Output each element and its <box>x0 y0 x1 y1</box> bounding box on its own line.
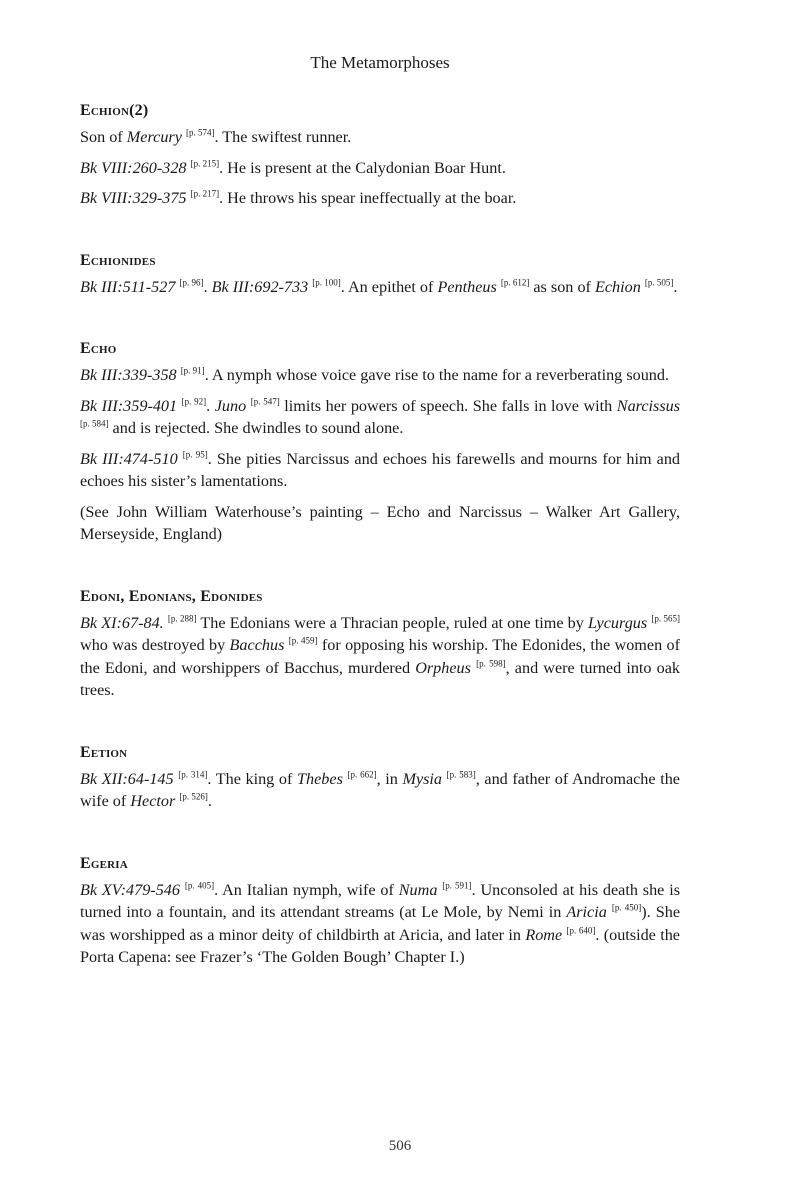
italic-reference: Narcissus <box>616 396 681 415</box>
italic-reference: Mercury <box>126 128 182 146</box>
page-reference-link[interactable]: [p. 91] <box>180 365 205 376</box>
italic-reference: Rome <box>525 925 563 944</box>
dictionary-entry <box>80 102 680 210</box>
italic-reference: Bacchus <box>229 636 285 654</box>
paragraph-text: , and father of Andromache the wife of <box>80 769 680 810</box>
paragraph-text: . She pities Narcissus and echoes his farewells and mourns for him and echoes his sister’s lamentations. <box>80 449 681 490</box>
dictionary-entry <box>80 855 680 969</box>
italic-reference: Orpheus <box>415 658 471 677</box>
page-reference-link[interactable]: [p. 450] <box>611 902 642 913</box>
paragraph-text: . The swiftest runner. <box>214 128 352 146</box>
entry-paragraph <box>80 768 680 813</box>
italic-reference: Hector <box>130 792 176 810</box>
paragraph-text: , and were turned into oak trees. <box>80 658 680 699</box>
entry-headword: Echo <box>80 340 117 357</box>
italic-reference: Pentheus <box>437 277 497 296</box>
paragraph-text: . Unconsoled at his death she is turned into a fountain, and its attendant streams (at Le Mole, by Nemi in <box>80 880 680 921</box>
paragraph-text: . <box>207 792 212 810</box>
paragraph-text: . <box>673 277 678 296</box>
paragraph-text: ). She was worshipped as a minor deity of childbirth at Aricia, and later in <box>80 903 681 944</box>
page-reference-link[interactable]: [p. 640] <box>566 925 596 936</box>
entry-paragraph <box>80 126 680 149</box>
italic-reference: Echion <box>594 277 641 296</box>
paragraph-text: . <box>203 277 212 296</box>
paragraph-text: and is rejected. She dwindles to sound alone. <box>108 419 404 437</box>
page-reference-link[interactable]: [p. 100] <box>312 277 341 288</box>
paragraph-text: The Edonians were a Thracian people, ruled at one time by <box>196 613 589 632</box>
entry-paragraph <box>80 187 680 210</box>
entry-paragraph <box>80 501 680 546</box>
entry-headword: Eetion <box>80 743 128 761</box>
page-reference-link[interactable]: [p. 215] <box>190 158 220 169</box>
italic-reference: Numa <box>398 880 438 899</box>
entry-paragraph <box>80 612 680 702</box>
italic-reference: Bk VIII:260-328 <box>80 158 187 177</box>
italic-reference: Lycurgus <box>588 613 648 632</box>
italic-reference: Bk III:339-358 <box>80 366 177 384</box>
dictionary-entry <box>80 340 680 546</box>
italic-reference: Mysia <box>402 769 443 788</box>
page-reference-link[interactable]: [p. 598] <box>476 658 506 669</box>
page-reference-link[interactable]: [p. 459] <box>288 635 318 646</box>
paragraph-text: , in <box>376 769 403 788</box>
italic-reference: Bk III:359-401 <box>80 396 178 415</box>
page-header-title: The Metamorphoses <box>310 53 450 72</box>
page-reference-link[interactable]: [p. 505] <box>644 277 674 288</box>
entry-headword: Echionides <box>80 251 156 269</box>
entry-paragraph <box>80 879 680 969</box>
page-reference-link[interactable]: [p. 547] <box>250 396 280 407</box>
paragraph-text: limits her powers of speech. She falls in love with <box>279 396 617 415</box>
italic-reference: Juno <box>214 396 247 415</box>
entry-paragraph <box>80 157 680 180</box>
paragraph-text: who was destroyed by <box>80 636 230 654</box>
paragraph-text: (See John William Waterhouse’s painting – Echo and Narcissus – Walker Art Gallery, Merseyside, England) <box>80 502 680 543</box>
paragraph-text: for opposing his worship. The Edonides, the women of the Edoni, and worshippers of Bacchus, murdered <box>80 636 681 677</box>
italic-reference: Aricia <box>566 903 607 921</box>
paragraph-text: . He is present at the Calydonian Boar Hunt. <box>219 158 506 177</box>
page-reference-link[interactable]: [p. 96] <box>179 277 204 288</box>
page-reference-link[interactable]: [p. 405] <box>184 880 215 891</box>
paragraph-text: . <box>206 396 215 415</box>
dictionary-entries <box>80 102 680 977</box>
italic-reference: Bk III:474-510 <box>80 449 178 468</box>
italic-reference: Bk XI:67-84. <box>80 613 164 632</box>
page-reference-link[interactable]: [p. 288] <box>167 613 197 624</box>
italic-reference: Bk III:692-733 <box>211 277 309 296</box>
entry-paragraph <box>80 395 680 440</box>
paragraph-text: Son of <box>80 128 127 146</box>
italic-reference: Bk VIII:329-375 <box>80 189 187 207</box>
page-reference-link[interactable]: [p. 92] <box>181 396 207 407</box>
paragraph-text: as son of <box>529 277 595 296</box>
page-reference-link[interactable]: [p. 584] <box>80 418 109 429</box>
page-reference-link[interactable]: [p. 314] <box>178 769 208 780</box>
entry-headword: Edoni, Edonians, Edonides <box>80 587 263 605</box>
page-reference-link[interactable]: [p. 591] <box>442 880 472 891</box>
page-reference-link[interactable]: [p. 217] <box>190 188 220 199</box>
dictionary-entry <box>80 252 680 299</box>
entry-paragraph <box>80 364 680 387</box>
paragraph-text: . He throws his spear ineffectually at the boar. <box>219 189 517 207</box>
dictionary-entry <box>80 744 680 813</box>
paragraph-text: . An epithet of <box>340 277 438 296</box>
page-reference-link[interactable]: [p. 662] <box>347 769 377 780</box>
page-number: 506 <box>388 1138 412 1154</box>
paragraph-text: . The king of <box>207 769 298 788</box>
entry-headword: Egeria <box>80 854 128 872</box>
page-reference-link[interactable]: [p. 574] <box>185 127 215 138</box>
page-reference-link[interactable]: [p. 95] <box>182 449 208 460</box>
dictionary-entry <box>80 588 680 702</box>
italic-reference: Bk III:511-527 <box>80 277 176 296</box>
page-reference-link[interactable]: [p. 612] <box>500 277 530 288</box>
paragraph-text: . (outside the Porta Capena: see Frazer’s ‘The Golden Bough’ Chapter I.) <box>80 925 680 966</box>
entry-headword: Echion(2) <box>80 102 149 119</box>
paragraph-text: . A nymph whose voice gave rise to the name for a reverberating sound. <box>204 366 670 384</box>
page-reference-link[interactable]: [p. 583] <box>446 769 476 780</box>
italic-reference: Bk XV:479-546 <box>80 880 180 899</box>
italic-reference: Bk XII:64-145 <box>80 769 174 788</box>
entry-paragraph <box>80 448 680 493</box>
page-reference-link[interactable]: [p. 526] <box>179 791 208 802</box>
paragraph-text: . An Italian nymph, wife of <box>214 880 399 899</box>
entry-paragraph <box>80 276 680 299</box>
page-reference-link[interactable]: [p. 565] <box>651 613 680 624</box>
italic-reference: Thebes <box>297 769 343 788</box>
